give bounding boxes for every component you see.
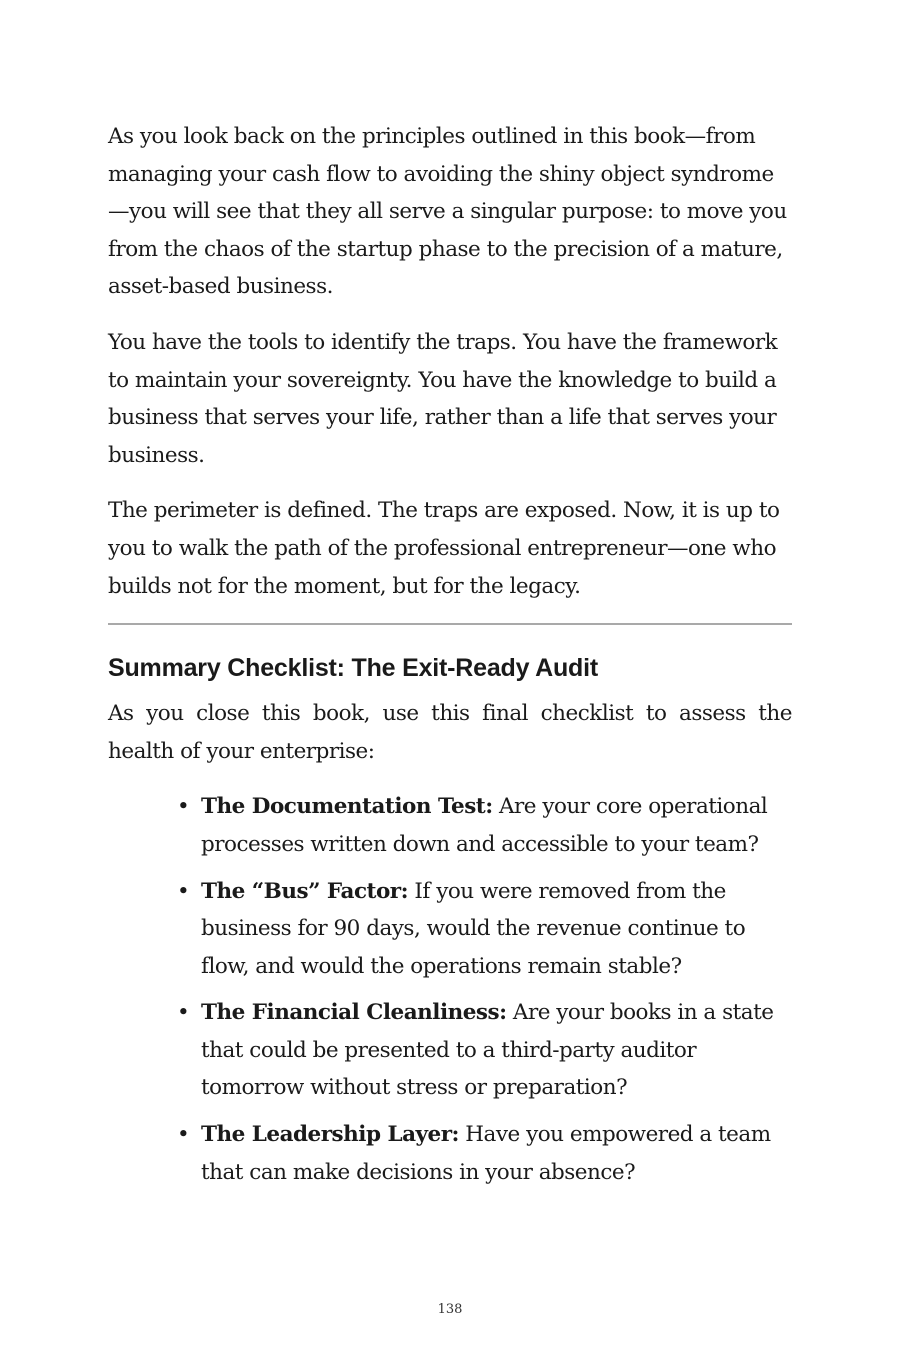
checklist-item [177,873,792,986]
checklist-term: The Leadership Layer: [201,1122,459,1148]
checklist-term: The Financial Cleanliness: [201,1000,507,1026]
checklist-term: The “Bus” Factor: [201,878,409,904]
body-paragraph: The perimeter is defined. The traps are exposed. Now, it is up to you to walk the path of the professional entrepreneur—one who builds not for the moment, but for the legacy. [108,498,780,599]
bullet-icon: • [177,1122,190,1148]
section-heading: Summary Checklist: The Exit-Ready Audit [108,654,599,683]
bullet-icon: • [177,794,190,820]
checklist-text: Are your core operational processes written down and accessible to your team? [201,794,768,857]
body-paragraph: As you look back on the principles outlined in this book—from managing your cash flow to avoiding the shiny object syndrome —you will see that they all serve a singular purpose: to move you from the chaos of the startup phase to the precision of a mature, asset-based business. [108,124,787,300]
bullet-icon: • [177,878,190,904]
checklist [108,788,792,1191]
checklist-item [177,788,792,863]
bullet-icon: • [177,1000,190,1026]
page-content [108,118,792,1200]
checklist-item [177,1116,792,1191]
checklist-text: Are your books in a state that could be presented to a third-party auditor tomorrow without stress or preparation? [201,1000,774,1101]
checklist-term: The Documentation Test: [201,794,493,820]
checklist-text: If you were removed from the business for 90 days, would the revenue continue to flow, and would the operations remain stable? [201,878,746,979]
section-divider [108,623,792,625]
body-paragraph: You have the tools to identify the traps. You have the framework to maintain your sovereignty. You have the knowledge to build a business that serves your life, rather than a life that serves your business. [108,329,778,468]
page-number: 138 [437,1302,463,1317]
checklist-intro: As you close this book, use this final checklist to assess the health of your enterprise: [108,701,792,764]
checklist-item [177,994,792,1107]
checklist-text: Have you empowered a team that can make decisions in your absence? [201,1122,771,1185]
